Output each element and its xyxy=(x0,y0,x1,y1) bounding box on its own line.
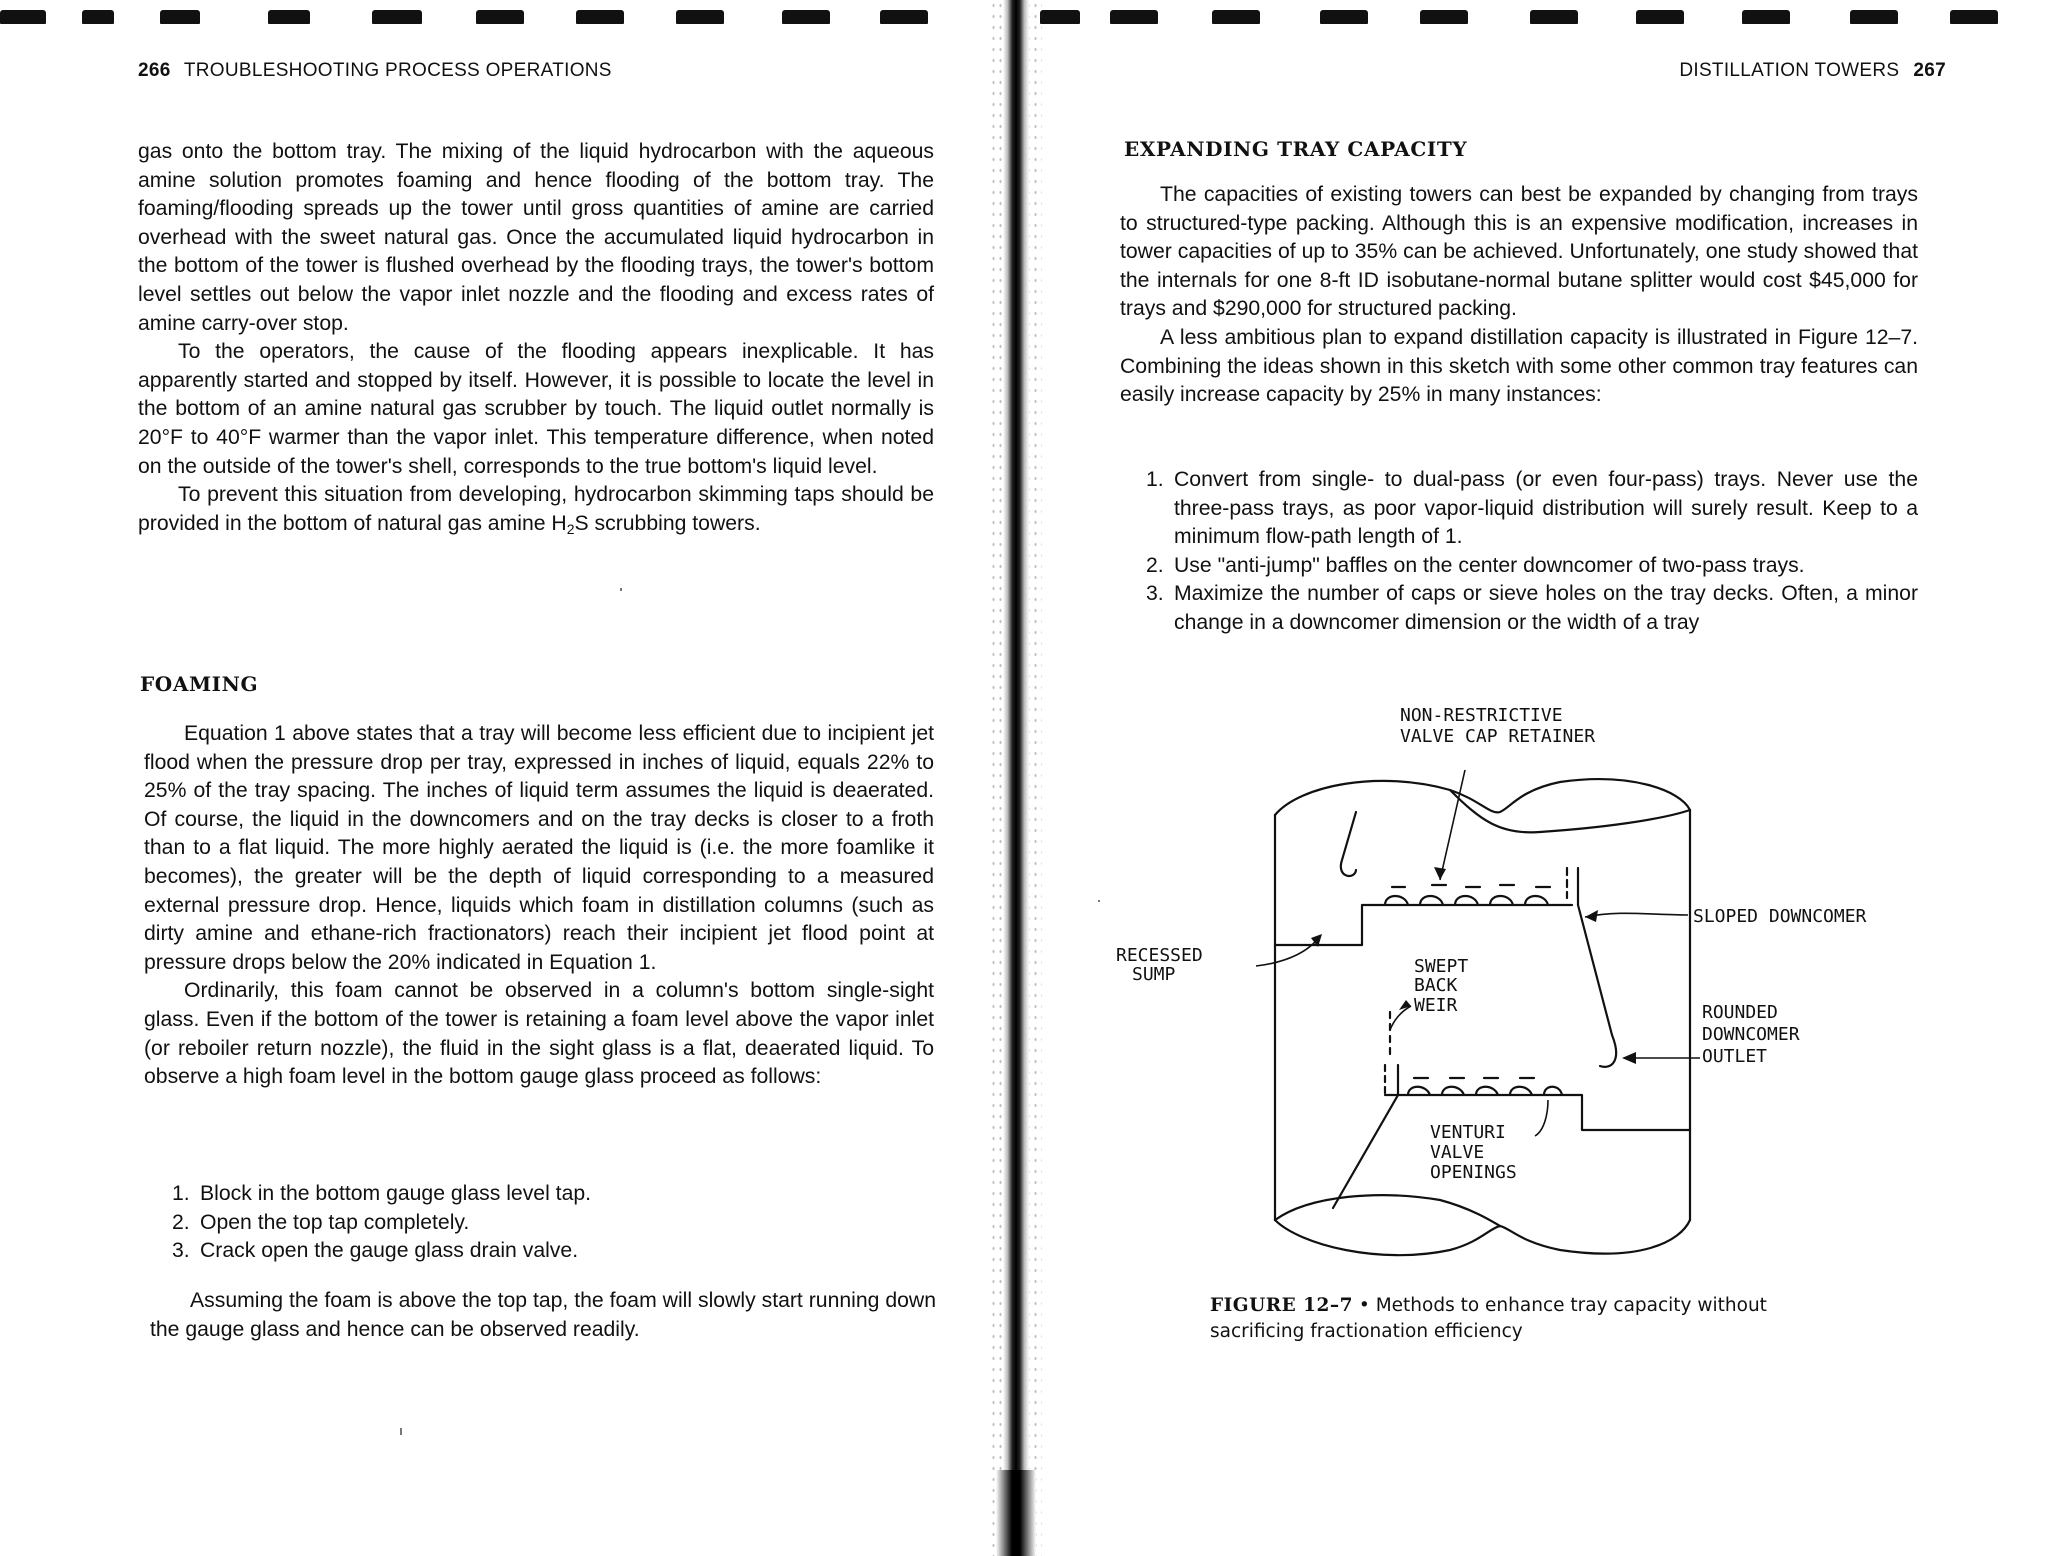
label-valve-cap-line2: VALVE CAP RETAINER xyxy=(1400,726,1596,747)
capacity-list xyxy=(1146,466,1918,638)
shell-top-edge xyxy=(1275,779,1690,815)
paragraph-text: S scrubbing towers. xyxy=(574,511,761,535)
leader-valve-cap xyxy=(1440,770,1465,880)
shell-bottom-edge xyxy=(1275,1220,1690,1255)
list-number: 2. xyxy=(172,1210,190,1234)
lower-downcomer-wall xyxy=(1333,1095,1398,1208)
running-title: TROUBLESHOOTING PROCESS OPERATIONS xyxy=(183,60,612,81)
section-heading-foaming: FOAMING xyxy=(140,672,259,696)
list-number: 1. xyxy=(1146,468,1164,491)
label-recessed-line2: SUMP xyxy=(1132,964,1176,985)
left-page xyxy=(0,0,1000,1556)
list-text: Open the top tap completely. xyxy=(200,1210,470,1234)
book-spine xyxy=(1003,0,1029,1556)
list-text: Block in the bottom gauge glass level tap. xyxy=(200,1182,592,1205)
list-item xyxy=(1146,580,1918,637)
label-valve-cap-line1: NON-RESTRICTIVE xyxy=(1400,705,1563,726)
list-item xyxy=(172,1180,872,1209)
list-text: Use "anti-jump" baffles on the center downcomer of two-pass trays. xyxy=(1174,553,1805,577)
list-text: Crack open the gauge glass drain valve. xyxy=(200,1239,579,1263)
running-title: DISTILLATION TOWERS xyxy=(1679,60,1900,81)
label-recessed-line1: RECESSED xyxy=(1116,945,1203,966)
paragraph: Ordinarily, this foam cannot be observed in a column's bottom single-sight glass. Even if the bottom of the tower is retaining a foam level above the vapor inlet (or reboiler return nozzle), the fluid in the sight glass is a flat, deaerated liquid. To observe a high foam level in the bottom gauge glass proceed as follows: xyxy=(144,979,934,1089)
list-item xyxy=(1146,552,1918,581)
figure-caption-text: • Methods to enhance tray capacity without sacrificing fractionation efficiency xyxy=(1210,1295,1767,1342)
label-rounded-line2: DOWNCOMER xyxy=(1702,1024,1800,1045)
paragraph: To the operators, the cause of the flooding appears inexplicable. It has apparently started and stopped by itself. However, it is possible to locate the level in the bottom of an amine natural gas scrubber by touch. The liquid outlet normally is 20°F to 40°F warmer than the vapor inlet. This temperature difference, when noted on the outside of the tower's shell, corresponds to the true bottom's liquid level. xyxy=(138,340,934,478)
label-swept-line2: BACK xyxy=(1414,975,1458,996)
paragraph: The capacities of existing towers can best be expanded by changing from trays to structured-type packing. Although this is an expensive modification, increases in tower capacities of up to 35% can be achieved. Unfortunately, one study showed that the internals for one 8-ft ID isobutane-normal butane splitter would cost $45,000 for trays and $290,000 for structured packing. xyxy=(1120,183,1918,321)
shell-bottom-back xyxy=(1275,1195,1500,1226)
leader-swept-weir xyxy=(1390,1006,1411,1030)
list-number: 3. xyxy=(172,1239,190,1263)
arrowhead xyxy=(1399,1000,1411,1010)
figure-number: FIGURE 12–7 xyxy=(1210,1295,1354,1316)
arrowhead xyxy=(1622,1052,1636,1064)
arrowhead xyxy=(1585,910,1598,922)
lower-valve-caps xyxy=(1408,1087,1562,1095)
label-venturi-line3: OPENINGS xyxy=(1430,1162,1517,1183)
left-body-top xyxy=(138,138,934,538)
procedure-list xyxy=(172,1180,872,1266)
paragraph: Assuming the foam is above the top tap, the foam will slowly start running down the gauge glass and hence can be observed readily. xyxy=(150,1289,936,1341)
sloped-downcomer xyxy=(1578,905,1616,1067)
list-item xyxy=(172,1237,872,1266)
paragraph-text: To prevent this situation from developing, hydrocarbon skimming taps should be provided in the bottom of natural gas amine H xyxy=(138,483,934,535)
list-number: 1. xyxy=(172,1182,190,1205)
right-running-head xyxy=(1679,60,1946,82)
section-heading-expanding-tray-capacity: EXPANDING TRAY CAPACITY xyxy=(1124,137,1468,161)
figure-caption xyxy=(1210,1293,1810,1345)
speck xyxy=(1098,900,1100,902)
label-swept-line3: WEIR xyxy=(1414,995,1458,1016)
speck xyxy=(620,588,622,591)
leader-recessed-sump xyxy=(1256,936,1320,966)
left-body-closing xyxy=(150,1287,936,1344)
right-body xyxy=(1120,181,1918,410)
label-rounded-line1: ROUNDED xyxy=(1702,1002,1778,1023)
left-running-head xyxy=(138,60,612,82)
shell-top-back xyxy=(1450,790,1690,832)
list-text: Maximize the number of caps or sieve holes on the tray decks. Often, a minor change in a downcomer dimension or the width of a tray xyxy=(1174,582,1918,634)
list-number: 2. xyxy=(1146,553,1164,577)
label-venturi-line1: VENTURI xyxy=(1430,1122,1506,1143)
paragraph: gas onto the bottom tray. The mixing of the liquid hydrocarbon with the aqueous amine solution promotes foaming and hence flooding of the bottom tray. The foaming/flooding spreads up the tower until gross quantities of amine are carried overhead with the sweet natural gas. Once the accumulated liquid hydrocarbon in the bottom of the tower is flushed overhead by the flooding trays, the tower's bottom level settles out below the vapor inlet nozzle and the flooding and excess rates of amine carry-over stop. xyxy=(138,140,934,335)
label-venturi-line2: VALVE xyxy=(1430,1142,1485,1163)
label-swept-line1: SWEPT xyxy=(1414,956,1469,977)
label-rounded-line3: OUTLET xyxy=(1702,1046,1768,1067)
list-item xyxy=(1146,466,1918,552)
inlet-hook xyxy=(1341,812,1356,876)
upper-valve-retainers xyxy=(1392,885,1550,887)
page-number: 267 xyxy=(1913,60,1946,81)
speck xyxy=(400,1428,402,1435)
list-number: 3. xyxy=(1146,582,1164,606)
paragraph xyxy=(138,481,934,538)
tray-diagram-figure xyxy=(1100,700,1867,1260)
spine-shadow-bottom xyxy=(996,1470,1036,1556)
leader-sloped-downcomer xyxy=(1585,913,1688,917)
arrowhead xyxy=(1434,867,1446,880)
left-body-foaming xyxy=(144,720,934,1092)
list-item xyxy=(172,1209,872,1238)
label-sloped-downcomer: SLOPED DOWNCOMER xyxy=(1693,906,1867,927)
page-number: 266 xyxy=(138,60,171,81)
paragraph: Equation 1 above states that a tray will become less efficient due to incipient jet flood when the pressure drop per tray, expressed in inches of liquid, equals 22% to 25% of the tray spacing. The inches of liquid term assumes the liquid is deaerated. Of course, the liquid in the downcomers and on the tray decks is closer to a froth than to a flat liquid. The more highly aerated the liquid is (i.e. the more foamlike it becomes), the greater will be the depth of liquid corresponding to a measured external pressure drop. Hence, liquids which foam in distillation columns (such as dirty amine and ethane-rich fractionators) reach their incipient jet flood point at pressure drops below the 20% indicated in Equation 1. xyxy=(144,722,934,974)
paragraph: A less ambitious plan to expand distillation capacity is illustrated in Figure 12–7. Combining the ideas shown in this sketch with some other common tray features can easily increase capacity by 25% in many instances: xyxy=(1120,325,1918,407)
subscript: 2 xyxy=(566,520,575,537)
leader-venturi xyxy=(1535,1100,1548,1136)
upper-valve-caps xyxy=(1385,896,1548,905)
list-text: Convert from single- to dual-pass (or even four-pass) trays. Never use the three-pass trays, as poor vapor-liquid distribution will surely result. Keep to a minimum flow-path length of 1. xyxy=(1174,468,1918,549)
